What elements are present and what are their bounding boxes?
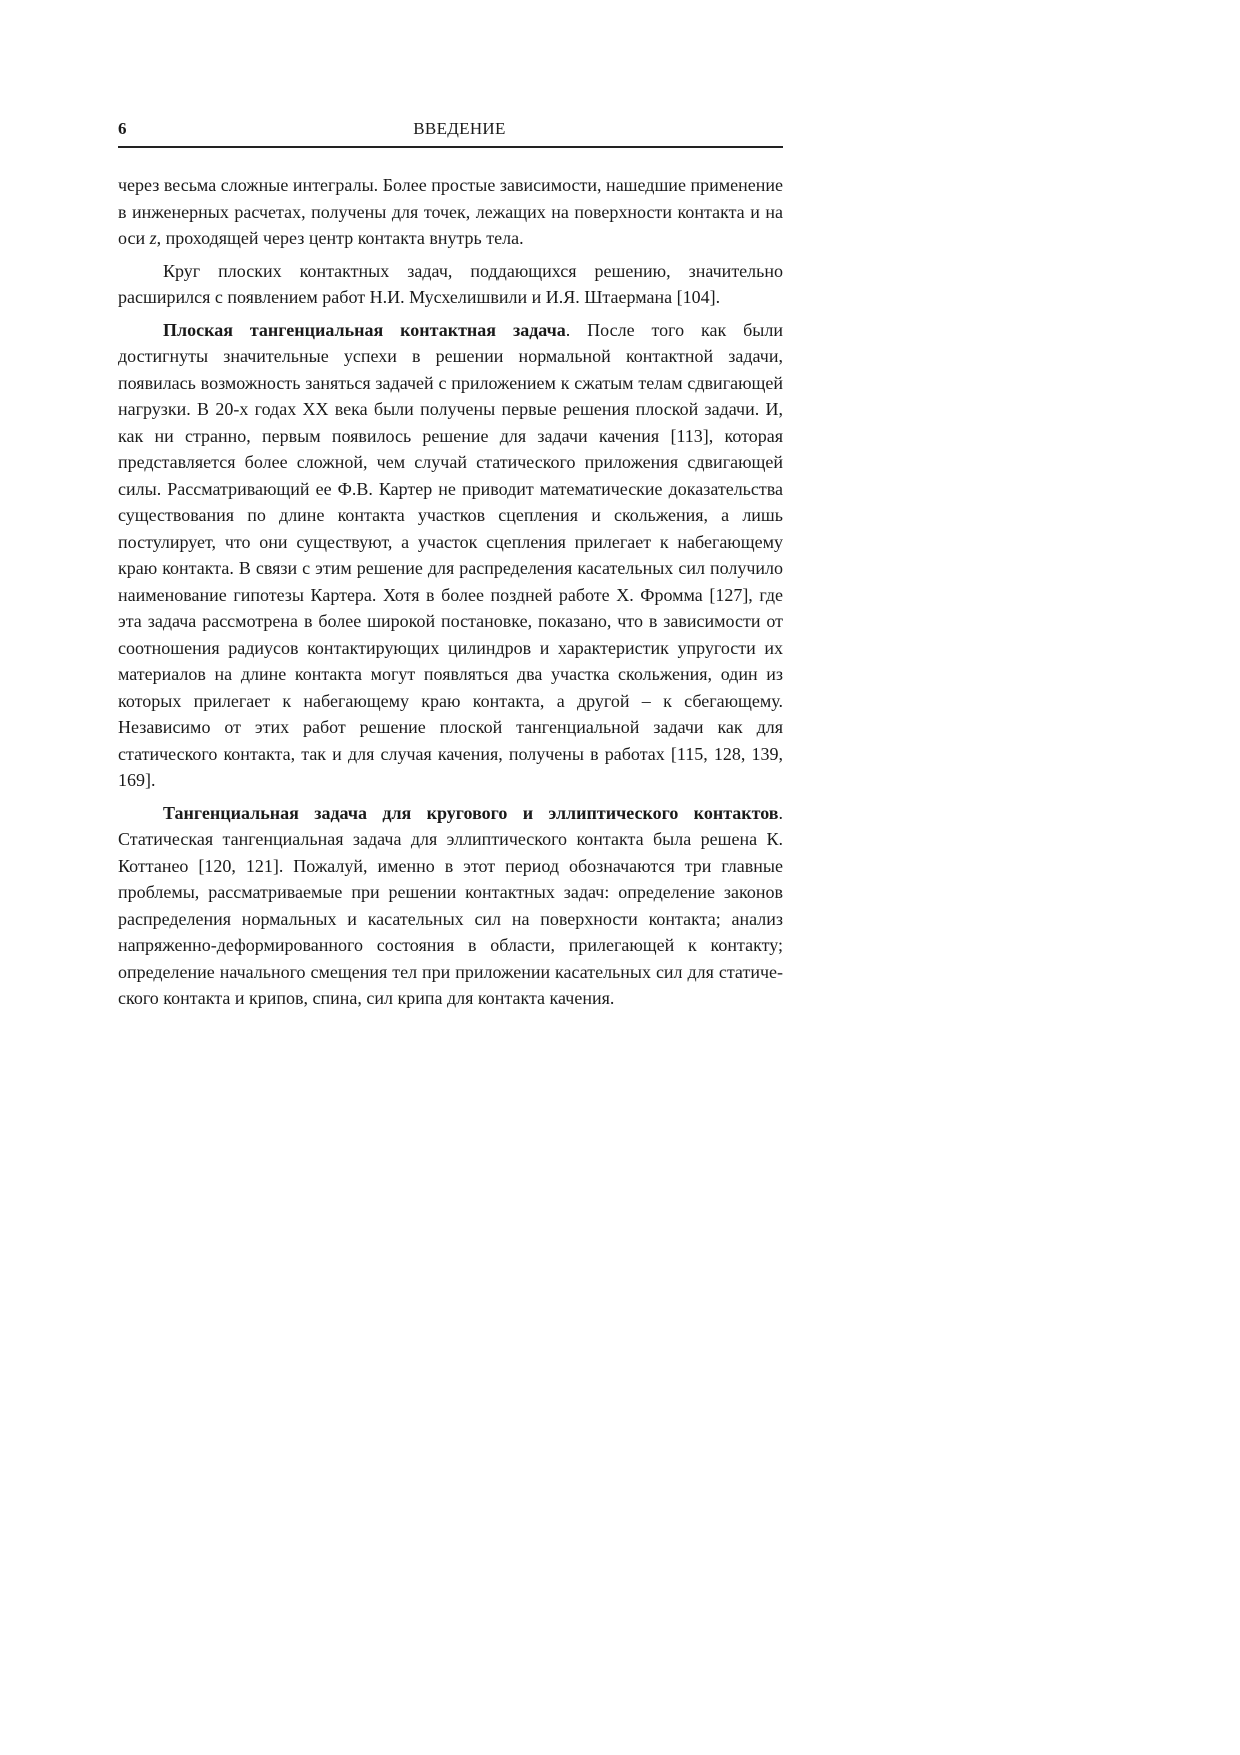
- chapter-title: ВВЕДЕНИЕ: [413, 119, 506, 138]
- paragraph-1-text-after: , проходящей через центр контакта внутрь тела.: [156, 228, 524, 248]
- paragraph-2: [118, 258, 783, 311]
- paragraph-1: [118, 172, 783, 252]
- running-header: [118, 112, 783, 148]
- paragraph-3: [118, 317, 783, 794]
- paragraph-4-text: . Статическая тангенциальная задача для эллиптического контакта была решена К. Коттанео [120, 121]. Пожалуй, именно в этот период обозначаются три главные проблемы, рассматриваемые при решении контактных задач: определение законов распределения нормальных и касательных сил на поверхности контакта; анализ напряженно-деформированного состояния в области, прилегающей к контакту; определение начального смещения тел при приложении касательных сил для статического контакта и крипов, спина, сил крипа для контакта качения.: [118, 802, 783, 1008]
- axis-variable-z: z: [149, 228, 157, 248]
- section-heading-circular-elliptical-contact: Тангенциальная задача для кругового и эллиптического контактов: [163, 802, 779, 823]
- section-heading-plane-tangential-problem: Плоская тангенциальная контактная задача: [163, 319, 566, 340]
- page-number: 6: [118, 119, 127, 138]
- body-text: [118, 172, 783, 1012]
- paragraph-3-text: . После того как были достигнуты значительные успехи в решении нормальной контактной задачи, появилась возможность заняться задачей с приложением к сжатым телам сдвигающей нагрузки. В 20-х годах XX века были получены первые решения плоской задачи. И, как ни странно, первым появилось решение для задачи качения [113], которая представляется более сложной, чем случай статического приложения сдвигающей силы. Рассматривающий ее Ф.В. Картер не приводит математические доказательства существования по длине контакта участков сцепления и скольжения, а лишь постулирует, что они существуют, а участок сцепления прилегает к набегающему краю контакта. В связи с этим решение для распределения касательных сил получило наименование гипотезы Картера. Хотя в более поздней работе Х. Фромма [127], где эта задача рассмотрена в более широкой постановке, показано, что в зависимости от соотношения радиусов контактирующих цилиндров и характеристик упругости их материалов на длине контакта могут появляться два участка скольжения, один из которых прилегает к набегающему краю контакта, а другой – к сбегающему. Независимо от этих работ решение плоской тангенциальной задачи как для статического контакта, так и для случая качения, получены в работах [115, 128, 139, 169].: [118, 319, 783, 790]
- paragraph-2-text: Круг плоских контактных задач, поддающихся решению, значительно расширился с появлением работ Н.И. Мусхелишвили и И.Я. Штаермана [104].: [118, 260, 783, 307]
- paragraph-1-text-before: через весьма сложные интегралы. Более простые зависимости, нашедшие применение в инженерных расчетах, получены для точек, лежащих на поверхности контакта и на оси: [118, 175, 783, 248]
- book-page: [118, 112, 783, 1018]
- paragraph-4: [118, 800, 783, 1012]
